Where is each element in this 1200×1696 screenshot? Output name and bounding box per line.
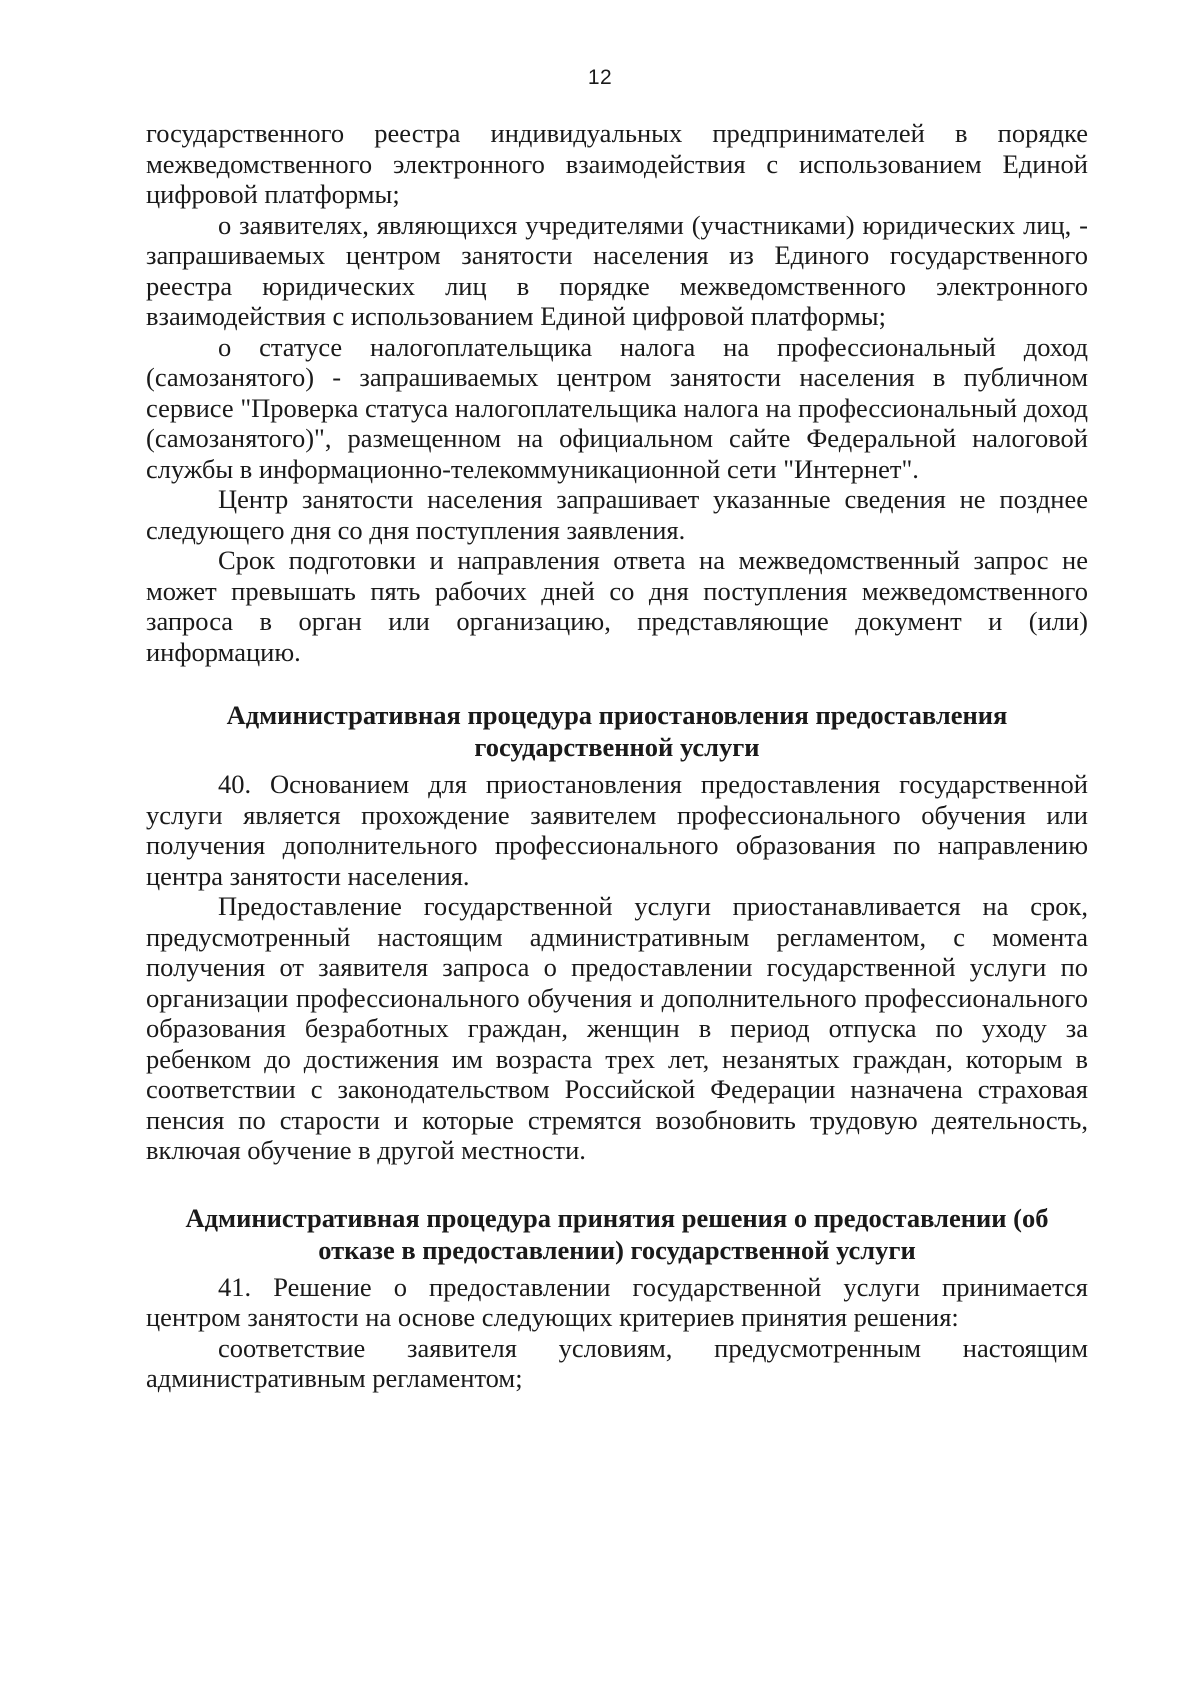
paragraph-criteria-compliance: соответствие заявителя условиям, предусмотренным настоящим административным регламентом; bbox=[146, 1332, 1088, 1393]
paragraph-founders: о заявителях, являющихся учредителями (участниками) юридических лиц, - запрашиваемых центром занятости населения из Единого государственного реестра юридических лиц в порядке межведомственного электронного взаимодействия с использованием Единой цифровой платформы; bbox=[146, 209, 1088, 331]
paragraph-self-employed: о статусе налогоплательщика налога на профессиональный доход (самозанятого) - запрашиваемых центром занятости населения в публичном сервисе "Проверка статуса налогоплательщика налога на профессиональный доход (самозанятого)", размещенном на официальном сайте Федеральной налоговой службы в информационно-телекоммуникационной сети "Интернет". bbox=[146, 331, 1088, 484]
section-heading-decision: Административная процедура принятия решения о предоставлении (об отказе в предоставлении) государственной услуги bbox=[185, 1202, 1049, 1265]
paragraph-continuation: государственного реестра индивидуальных предпринимателей в порядке межведомственного электронного взаимодействия с использованием Единой цифровой платформы; bbox=[146, 118, 1088, 209]
page-number: 12 bbox=[587, 66, 613, 89]
paragraph-request-deadline: Центр занятости населения запрашивает указанные сведения не позднее следующего дня со дня поступления заявления. bbox=[146, 484, 1088, 545]
paragraph-41: 41. Решение о предоставлении государственной услуги принимается центром занятости на основе следующих критериев принятия решения: bbox=[146, 1271, 1088, 1332]
paragraph-response-term: Срок подготовки и направления ответа на межведомственный запрос не может превышать пять рабочих дней со дня поступления межведомственного запроса в орган или организацию, представляющие документ и (или) информацию. bbox=[146, 545, 1088, 667]
document-body bbox=[146, 118, 1088, 1394]
section-heading-suspension: Административная процедура приостановления предоставления государственной услуги bbox=[226, 700, 1008, 762]
paragraph-suspension-term: Предоставление государственной услуги приостанавливается на срок, предусмотренный настоящим административным регламентом, с момента получения от заявителя запроса о предоставлении государственной услуги по организации профессионального обучения и дополнительного профессионального образования безработных граждан, женщин в период отпуска по уходу за ребенком до достижения им возраста трех лет, незанятых граждан, которым в соответствии с законодательством Российской Федерации назначена страховая пенсия по старости и которые стремятся возобновить трудовую деятельность, включая обучение в другой местности. bbox=[146, 891, 1088, 1165]
paragraph-40: 40. Основанием для приостановления предоставления государственной услуги является прохождение заявителем профессионального обучения или получения дополнительного профессионального образования по направлению центра занятости населения. bbox=[146, 769, 1088, 891]
